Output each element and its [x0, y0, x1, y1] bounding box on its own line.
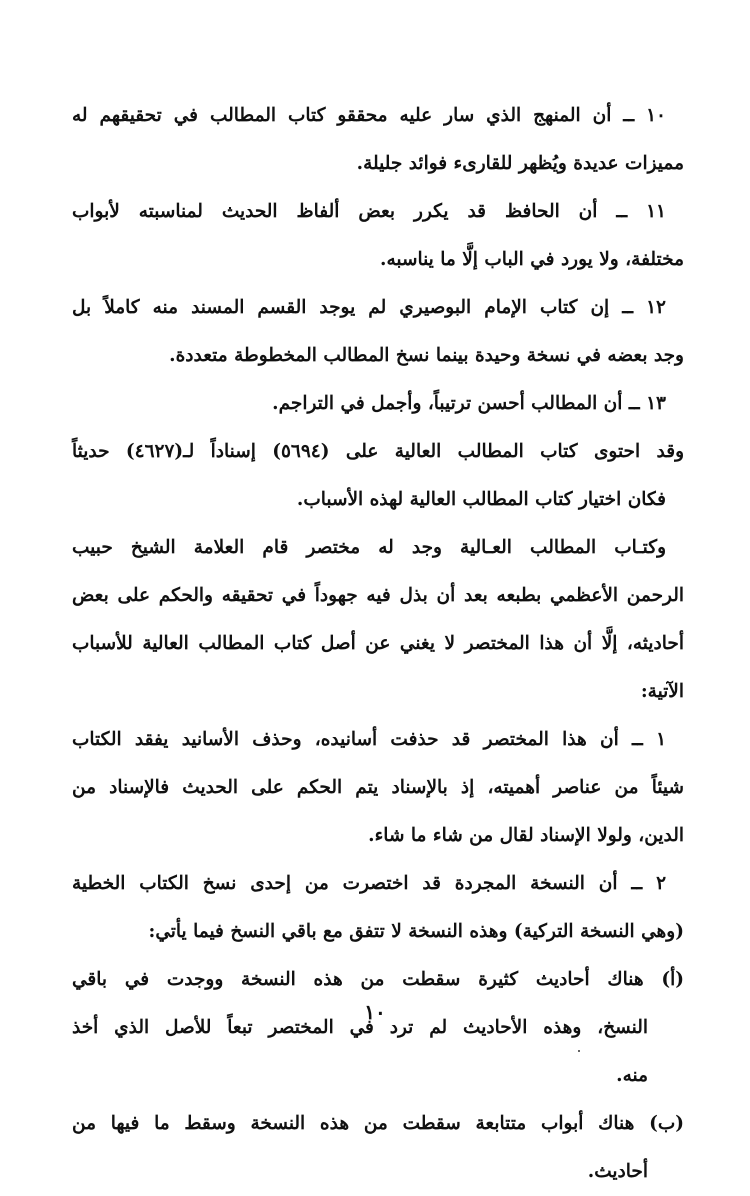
text-line: فكان اختيار كتاب المطالب العالية لهذه الأسباب.	[296, 489, 666, 510]
text-line: وكتـاب المطالب العـالية وجد له مختصر قام العلامة الشيخ حبيب	[72, 537, 666, 558]
text-line: ١٢ ــ إن كتاب الإمام البوصيري لم يوجد القسم المسند منه كاملاً بل	[72, 297, 666, 318]
body-text	[72, 92, 684, 1196]
text-line: ٢ ــ أن النسخة المجردة قد اختصرت من إحدى نسخ الكتاب الخطية	[72, 873, 666, 894]
text-line: (أ) هناك أحاديث كثيرة سقطت من هذه النسخة ووجدت في باقي	[72, 969, 684, 990]
text-line: (ب) هناك أبواب متتابعة سقطت من هذه النسخة وسقط ما فيها من	[72, 1113, 684, 1134]
text-line: مميزات عديدة ويُظهر للقارىء فوائد جليلة.	[356, 153, 684, 174]
text-line: ١ ــ أن هذا المختصر قد حذفت أسانيده، وحذف الأسانيد يفقد الكتاب	[72, 729, 666, 750]
text-line: وجد بعضه في نسخة وحيدة بينما نسخ المطالب المخطوطة متعددة.	[169, 345, 684, 366]
text-line: ١١ ــ أن الحافظ قد يكرر بعض ألفاظ الحديث لمناسبته لأبواب	[72, 201, 666, 222]
page-number: ١٠	[364, 1000, 386, 1024]
text-line: الرحمن الأعظمي بطبعه بعد أن بذل فيه جهوداً في تحقيقه والحكم على بعض	[72, 585, 684, 606]
text-line: الدين، ولولا الإسناد لقال من شاء ما شاء.	[368, 825, 684, 846]
text-line: أحاديث.	[587, 1161, 648, 1182]
text-line: مختلفة، ولا يورد في الباب إلَّا ما يناسبه.	[380, 249, 684, 270]
text-line: (وهي النسخة التركية) وهذه النسخة لا تتفق مع باقي النسخ فيما يأتي:	[148, 921, 684, 942]
text-line: النسخ، وهذه الأحاديث لم ترد في المختصر تبعاً للأصل الذي أخذ	[72, 1017, 648, 1038]
text-line: الآتية:	[640, 681, 684, 702]
print-speck	[578, 1050, 580, 1052]
text-line: وقد احتوى كتاب المطالب العالية على (٥٦٩٤) إسناداً لـ(٤٦٢٧) حديثاً	[72, 441, 685, 462]
text-line: شيئاً من عناصر أهميته، إذ بالإسناد يتم الحكم على الحديث فالإسناد من	[72, 777, 684, 798]
text-line: منه.	[616, 1065, 648, 1086]
text-line: ١٣ ــ أن المطالب أحسن ترتيباً، وأجمل في التراجم.	[272, 393, 666, 414]
text-line: أحاديثه، إلَّا أن هذا المختصر لا يغني عن أصل كتاب المطالب العالية للأسباب	[72, 633, 684, 654]
text-line: ١٠ ــ أن المنهج الذي سار عليه محققو كتاب المطالب في تحقيقهم له	[72, 105, 666, 126]
